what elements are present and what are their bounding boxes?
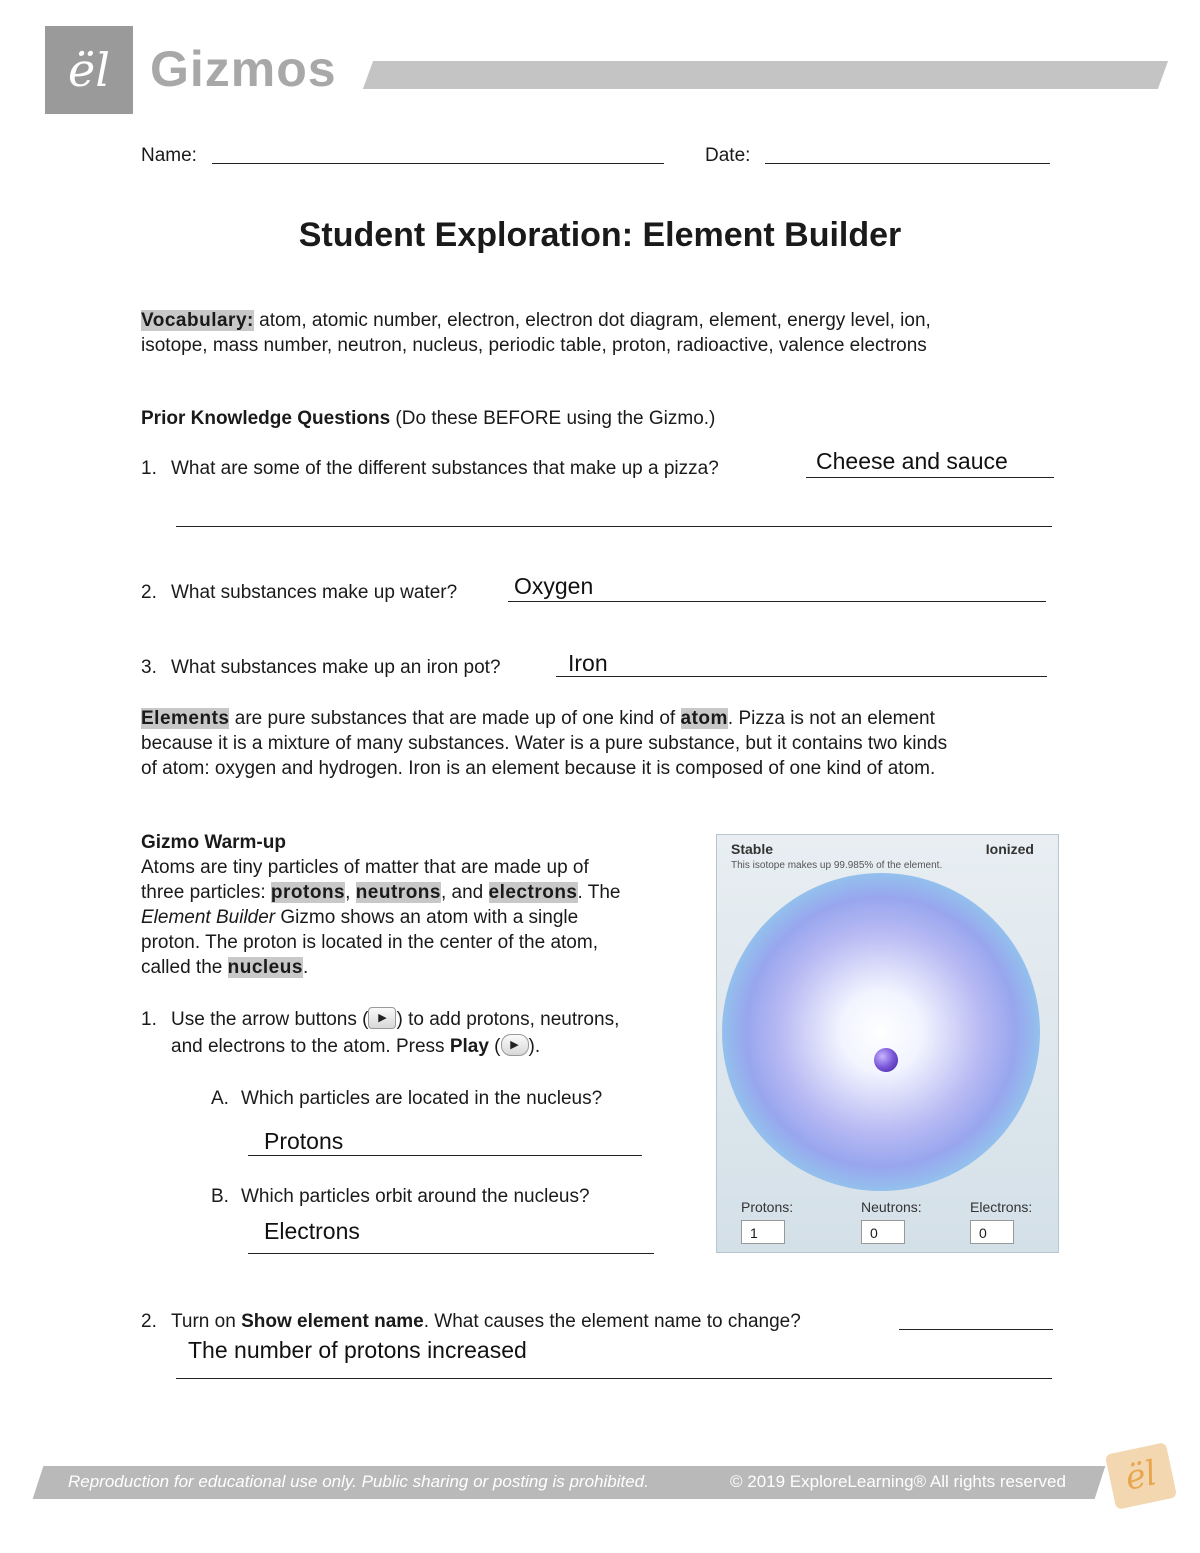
- elements-paragraph: [141, 706, 1071, 781]
- isotope-note: This isotope makes up 99.985% of the element.: [731, 860, 943, 871]
- footer-logo-glyph: ël: [1121, 1453, 1161, 1499]
- explorelearning-logo: [45, 26, 133, 114]
- protons-label: Protons:: [741, 1199, 794, 1215]
- warmup-intro: [141, 830, 701, 980]
- elements-text-2: . Pizza is not an element: [727, 708, 935, 729]
- vocabulary-line2: isotope, mass number, neutron, nucleus, periodic table, proton, radioactive, valence electrons: [141, 335, 927, 356]
- protons-value: 1: [741, 1220, 785, 1244]
- q3-number: 3.: [141, 657, 157, 678]
- electrons-label: Electrons:: [970, 1199, 1033, 1215]
- warmup-q2-pre: Turn on: [171, 1311, 242, 1332]
- element-builder-italic: Element Builder: [141, 907, 276, 928]
- q1-answer: Cheese and sauce: [816, 448, 1008, 474]
- electrons-value: 0: [970, 1220, 1014, 1244]
- neutrons-label: Neutrons:: [861, 1199, 922, 1215]
- warmup-q1-part2: ) to add protons, neutrons,: [396, 1009, 620, 1030]
- qA-answer: Protons: [264, 1128, 344, 1154]
- q3-answer: Iron: [568, 650, 608, 676]
- q3-text: What substances make up an iron pot?: [171, 657, 501, 678]
- warmup-q1-line2-pre: and electrons to the atom. Press: [171, 1036, 450, 1057]
- warmup-q2-number: 2.: [141, 1311, 157, 1332]
- qA-answer-line[interactable]: [248, 1155, 642, 1156]
- prior-q2: [141, 580, 457, 605]
- warmup-q1-number: 1.: [141, 1009, 157, 1030]
- prior-q1: [141, 456, 719, 481]
- brand-title: Gizmos: [150, 41, 337, 97]
- warmup-and: , and: [440, 882, 489, 903]
- footer-notice: Reproduction for educational use only. Public sharing or posting is prohibited.: [68, 1472, 649, 1491]
- q2-number: 2.: [141, 582, 157, 603]
- arrow-button-icon: ▶: [368, 1007, 396, 1029]
- vocabulary-line1: atom, atomic number, electron, electron dot diagram, element, energy level, ion,: [253, 310, 931, 331]
- play-button-icon: ▶: [501, 1034, 529, 1056]
- q2-answer-line-2[interactable]: [176, 1378, 1052, 1379]
- name-field[interactable]: [212, 163, 664, 164]
- neutrons-value: 0: [861, 1220, 905, 1244]
- date-label: Date:: [705, 145, 751, 166]
- term-electrons: electrons: [488, 882, 578, 903]
- q1-answer-line[interactable]: [806, 477, 1054, 478]
- page-title: Student Exploration: Element Builder: [298, 216, 902, 254]
- show-element-name-label: Show element name: [241, 1311, 424, 1332]
- gizmo-screenshot: [716, 834, 1059, 1253]
- warmup-q1-line2-post: ).: [528, 1036, 541, 1057]
- prior-note: (Do these BEFORE using the Gizmo.): [390, 408, 716, 429]
- warmup-qB: [211, 1184, 590, 1209]
- atom-diagram: [722, 873, 1040, 1191]
- prior-heading-line: [141, 406, 715, 431]
- vocabulary: [141, 308, 1071, 358]
- term-nucleus: nucleus: [227, 957, 303, 978]
- q2-answer-line[interactable]: [508, 601, 1046, 602]
- q1-text: What are some of the different substances that make up a pizza?: [171, 458, 719, 479]
- qA-letter: A.: [211, 1088, 229, 1109]
- elements-text-4: of atom: oxygen and hydrogen. Iron is an element because it is composed of one kind of atom.: [141, 758, 936, 779]
- footer-logo: [1105, 1442, 1177, 1510]
- play-label: Play: [449, 1036, 489, 1057]
- vocabulary-label: Vocabulary:: [141, 310, 254, 331]
- stable-label: Stable: [731, 841, 774, 857]
- q3-answer-line[interactable]: [556, 676, 1047, 677]
- qB-letter: B.: [211, 1186, 229, 1207]
- elements-text-3: because it is a mixture of many substances. Water is a pure substance, but it contains two kinds: [141, 733, 948, 754]
- warmup-q2: [141, 1309, 801, 1334]
- warmup-line2-post: . The: [577, 882, 621, 903]
- prior-heading: Prior Knowledge Questions: [141, 408, 391, 429]
- warmup-heading: Gizmo Warm-up: [141, 832, 286, 853]
- footer-copyright: © 2019 ExploreLearning® All rights reserved: [730, 1472, 1066, 1491]
- warmup-qA: [211, 1086, 602, 1111]
- date-field[interactable]: [765, 163, 1050, 164]
- term-neutrons: neutrons: [355, 882, 441, 903]
- term-protons: protons: [270, 882, 346, 903]
- term-atom: atom: [680, 708, 728, 729]
- name-label: Name:: [141, 145, 197, 166]
- warmup-q2-post: . What causes the element name to change?: [423, 1311, 801, 1332]
- q2-answer-line-1[interactable]: [899, 1329, 1053, 1330]
- nucleus-proton: [874, 1048, 898, 1072]
- warmup-line5-post: .: [302, 957, 309, 978]
- warmup-line1: Atoms are tiny particles of matter that are made up of: [141, 857, 589, 878]
- warmup-line4: proton. The proton is located in the center of the atom,: [141, 932, 598, 953]
- q2-answer: Oxygen: [514, 573, 594, 599]
- elements-text-1: are pure substances that are made up of one kind of: [229, 708, 681, 729]
- qB-text: Which particles orbit around the nucleus?: [241, 1186, 590, 1207]
- q2-text: What substances make up water?: [171, 582, 458, 603]
- term-elements: Elements: [141, 708, 230, 729]
- prior-q3: [141, 655, 501, 680]
- ionized-label: Ionized: [985, 841, 1034, 857]
- warmup-comma: ,: [345, 882, 356, 903]
- qB-answer: Electrons: [264, 1218, 360, 1244]
- warmup-q1-line2-mid: (: [488, 1036, 501, 1057]
- warmup-q2-answer: The number of protons increased: [188, 1337, 527, 1363]
- header-bar: [363, 61, 1168, 89]
- qA-text: Which particles are located in the nucleus?: [241, 1088, 603, 1109]
- q1-answer-line-2[interactable]: [176, 526, 1052, 527]
- warmup-line2-pre: three particles:: [141, 882, 271, 903]
- logo-glyph: ël: [68, 43, 110, 97]
- qB-answer-line[interactable]: [248, 1253, 654, 1254]
- q1-number: 1.: [141, 458, 157, 479]
- warmup-line3: Gizmo shows an atom with a single: [275, 907, 579, 928]
- warmup-q1-part1: Use the arrow buttons (: [171, 1009, 369, 1030]
- warmup-line5-pre: called the: [141, 957, 228, 978]
- warmup-q1: [141, 1006, 701, 1060]
